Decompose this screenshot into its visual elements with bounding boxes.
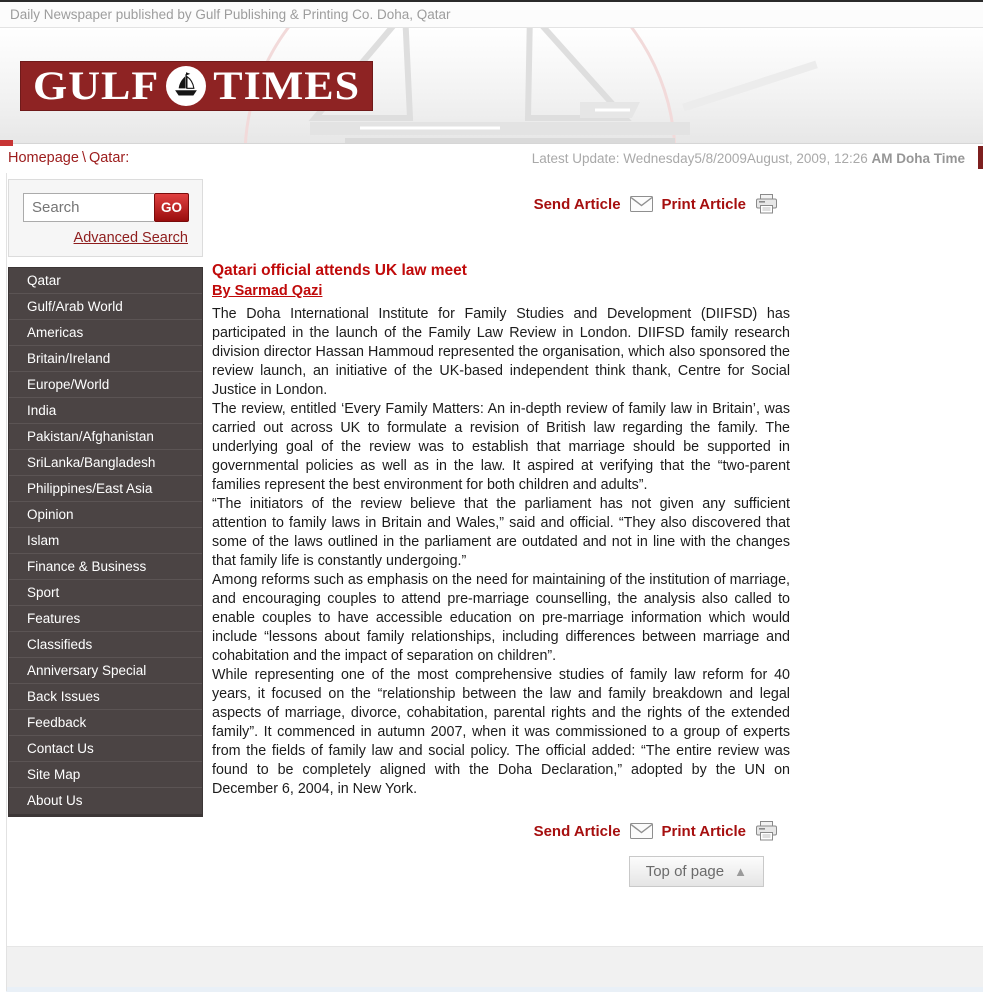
- article-paragraph: Among reforms such as emphasis on the need for maintaining of the institution of marriage, and encouraging couples to attend pre-marriage counselling, the analysis also called to enable couples to have accessible education on pre-marriage information which would include “lessons about family relationships, including differences between marriage and cohabitation and the impact of separation on children”.: [212, 572, 790, 664]
- sidebar-menu-item[interactable]: Europe/World: [9, 372, 202, 398]
- article-paragraph: While representing one of the most comprehensive studies of family law reform for 40 years, it focused on the “relationship between the law and family breakdown and legal aspects of marriage, divorce, cohabitation, parental rights and the rights of the extended family”. It commenced in autumn 2007, when it was commissioned to a group of experts from the fields of family law and social policy. The official added: “The entire review was found to be completely aligned with the Doha Declaration,” adopted by the UN on December 6, 2004, in New York.: [212, 667, 790, 797]
- sidebar-menu-item[interactable]: Contact Us: [9, 736, 202, 762]
- main-content: [0, 172, 983, 946]
- breadcrumb-separator: \: [81, 150, 86, 166]
- sidebar-menu-item[interactable]: Anniversary Special: [9, 658, 202, 684]
- latest-update-text: Latest Update: Wednesday5/8/2009August, 2009, 12:26: [531, 150, 872, 166]
- sidebar-menu-item[interactable]: Pakistan/Afghanistan: [9, 424, 202, 450]
- print-article-link-bottom[interactable]: Print Article: [661, 822, 746, 840]
- article-paragraph: The review, entitled ‘Every Family Matters: An in-depth review of family law in Britain’, was carried out across UK to formulate a revision of British law regarding the family. The underlying goal of the review was to establish that marriage should be supported in governmental policies as well as in the law. It aspired at verifying that the “two-parent families represent the best environment for both children and adults”.: [212, 401, 790, 493]
- search-box: [8, 179, 203, 257]
- left-border-line: [6, 173, 7, 991]
- dhow-boat-icon: [166, 66, 206, 106]
- article: [212, 186, 790, 887]
- sidebar-menu-item[interactable]: About Us: [27, 793, 83, 808]
- sidebar-menu-item[interactable]: Britain/Ireland: [9, 346, 202, 372]
- latest-update: [532, 151, 975, 166]
- up-arrow-icon: ▲: [734, 864, 747, 879]
- email-icon[interactable]: [630, 196, 653, 212]
- sidebar-menu-item[interactable]: Feedback: [9, 710, 202, 736]
- send-article-link-top[interactable]: Send Article: [533, 195, 621, 213]
- publisher-tagline: Daily Newspaper published by Gulf Publishing & Printing Co. Doha, Qatar: [10, 7, 451, 22]
- article-actions-bottom: [212, 813, 790, 841]
- sidebar-menu-item[interactable]: Philippines/East Asia: [9, 476, 202, 502]
- logo-word-gulf: GULF: [33, 63, 160, 109]
- send-article-link-bottom[interactable]: Send Article: [533, 822, 621, 840]
- sidebar-menu-item[interactable]: Opinion: [9, 502, 202, 528]
- footer-strip: [6, 946, 983, 992]
- latest-update-time: AM Doha Time: [871, 150, 965, 166]
- sidebar-menu-item[interactable]: Site Map: [9, 762, 202, 788]
- search-input[interactable]: [23, 193, 154, 222]
- breadcrumb-homepage-link[interactable]: Homepage: [8, 150, 79, 166]
- article-title: Qatari official attends UK law meet: [212, 262, 467, 279]
- advanced-search-link[interactable]: Advanced Search: [73, 230, 188, 246]
- sidebar-menu-item[interactable]: Back Issues: [9, 684, 202, 710]
- sidebar-menu-item[interactable]: Features: [9, 606, 202, 632]
- sidebar-menu-item[interactable]: Classifieds: [9, 632, 202, 658]
- article-byline-link[interactable]: By Sarmad Qazi: [212, 283, 323, 299]
- sidebar-menu-item[interactable]: Finance & Business: [9, 554, 202, 580]
- masthead-banner: [0, 28, 983, 144]
- print-article-link-top[interactable]: Print Article: [661, 195, 746, 213]
- breadcrumb-qatar-link[interactable]: Qatar:: [88, 150, 130, 166]
- article-paragraph: “The initiators of the review believe that the parliament has not given any sufficient attention to family laws in Britain and Wales,” said and official. “They also discovered that some of the laws outlined in the parliament are outdated and not in line with the changes that family life is constantly undergoing.”: [212, 496, 790, 569]
- red-accent-right: [978, 146, 983, 169]
- article-body: [212, 305, 790, 799]
- top-tagline-bar: [0, 2, 983, 28]
- top-of-page-button[interactable]: [629, 856, 764, 887]
- top-of-page-row: [212, 856, 790, 887]
- article-actions-top: [212, 186, 790, 214]
- sidebar-menu: [8, 267, 203, 817]
- breadcrumb-bar: [0, 144, 983, 172]
- breadcrumb: [8, 150, 129, 166]
- sidebar-menu-item[interactable]: India: [9, 398, 202, 424]
- sidebar-menu-item[interactable]: Sport: [9, 580, 202, 606]
- printer-icon-bottom[interactable]: [755, 821, 778, 841]
- email-icon-bottom[interactable]: [630, 823, 653, 839]
- red-accent-left: [0, 140, 13, 146]
- printer-icon[interactable]: [755, 194, 778, 214]
- sidebar-menu-item[interactable]: SriLanka/Bangladesh: [9, 450, 202, 476]
- top-of-page-label: Top of page: [645, 863, 725, 880]
- sidebar-menu-item[interactable]: Gulf/Arab World: [9, 294, 202, 320]
- sidebar-menu-item[interactable]: Islam: [9, 528, 202, 554]
- logo-word-times: TIMES: [213, 63, 361, 109]
- gulf-times-logo[interactable]: [20, 61, 373, 111]
- sidebar-menu-item[interactable]: Americas: [9, 320, 202, 346]
- search-go-button[interactable]: GO: [154, 193, 189, 222]
- article-paragraph: The Doha International Institute for Family Studies and Development (DIIFSD) has participated in the launch of the Family Law Review in London. DIIFSD family research division director Hassan Hammoud represented the organisation, which also sponsored the review launch, an initiative of the UK-based independent think thank, Centre for Social Justice in London.: [212, 306, 790, 398]
- sidebar-menu-item[interactable]: Qatar: [9, 268, 202, 294]
